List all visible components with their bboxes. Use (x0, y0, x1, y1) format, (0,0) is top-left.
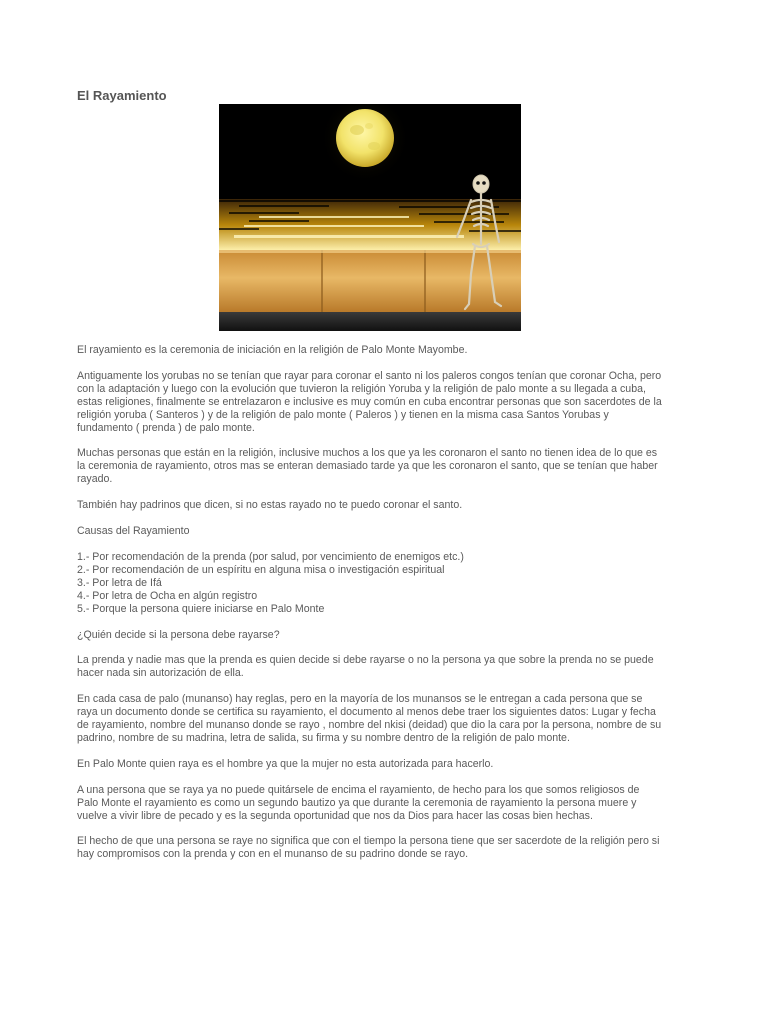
list-item: 5.- Porque la persona quiere iniciarse en Palo Monte (77, 602, 325, 615)
moon-skeleton-illustration (219, 104, 521, 331)
article-body (77, 344, 662, 874)
paragraph: El hecho de que una persona se raye no significa que con el tiempo la persona tiene que ser sacerdote de la religión pero si hay compromisos con la prenda y con en el munanso de su padrino donde se rayo. (77, 835, 660, 861)
paragraph: El rayamiento es la ceremonia de iniciación en la religión de Palo Monte Mayombe. (77, 344, 468, 356)
causes-list (77, 551, 662, 616)
section-heading-causes: Causas del Rayamiento (77, 525, 190, 538)
paragraph: En Palo Monte quien raya es el hombre ya que la mujer no esta autorizada para hacerlo. (77, 757, 494, 770)
paragraph: Antiguamente los yorubas no se tenían que rayar para coronar el santo ni los paleros congos tenían que coronar Ocha, pero con la adaptación y luego con la evolución que tuvieron la religión Yoruba y la religión de palo monte a su llegada a cuba, estas religiones, finalmente se entrelazaron e inclusive es muy común en cuba encontrar personas que son sacerdotes de la religión yoruba ( Santeros ) y de la religión de palo monte ( Paleros ) y tienen en la misma casa Santos Yorubas y fundamento ( prenda ) de palo monte. (77, 369, 662, 434)
paragraph: En cada casa de palo (munanso) hay reglas, pero en la mayoría de los munansos se le entregan a cada persona que se raya un documento donde se certifica su rayamiento, el documento al menos debe traer los siguientes datos: Lugar y fecha de rayamiento, nombre del munanso donde se rayo , nombre del nkisi (deidad) que dio la cara por la persona, nombre de su padrino, nombre de su madrina, letra de salida, su firma y su nombre dentro de la religión de palo monte. (77, 693, 662, 744)
paragraph: También hay padrinos que dicen, si no estas rayado no te puedo coronar el santo. (77, 499, 463, 512)
stone-wall (219, 250, 521, 312)
paragraph: Muchas personas que están en la religión, inclusive muchos a los que ya les coronaron el santo no tienen idea de lo que es la ceremonia de rayamiento, otros mas se enteran demasiado tarde ya que les coronaron el santo, que se tenían que haber rayado. (77, 447, 658, 486)
list-item: 3.- Por letra de Ifá (77, 576, 162, 589)
dark-ground (219, 312, 521, 331)
list-item: 1.- Por recomendación de la prenda (por salud, por vencimiento de enemigos etc.) (77, 550, 464, 563)
paragraph: La prenda y nadie mas que la prenda es quien decide si debe rayarse o no la persona ya que sobre la prenda no se puede hacer nada sin autorización de ella. (77, 654, 654, 680)
moon (336, 109, 394, 167)
article-title: El Rayamiento (77, 88, 167, 103)
list-item: 4.- Por letra de Ocha en algún registro (77, 589, 258, 602)
list-item: 2.- Por recomendación de un espíritu en alguna misa o investigación espiritual (77, 563, 445, 576)
question-heading: ¿Quién decide si la persona debe rayarse? (77, 628, 280, 641)
paragraph: A una persona que se raya ya no puede quitársele de encima el rayamiento, de hecho para los que somos religiosos de Palo Monte el rayamiento es como un segundo bautizo ya que durante la ceremonia de rayamiento la persona muere y vuelve a vivir libre de pecado y es la segunda oportunidad que nos da Dios para hacer las cosas bien hechas. (77, 783, 640, 822)
